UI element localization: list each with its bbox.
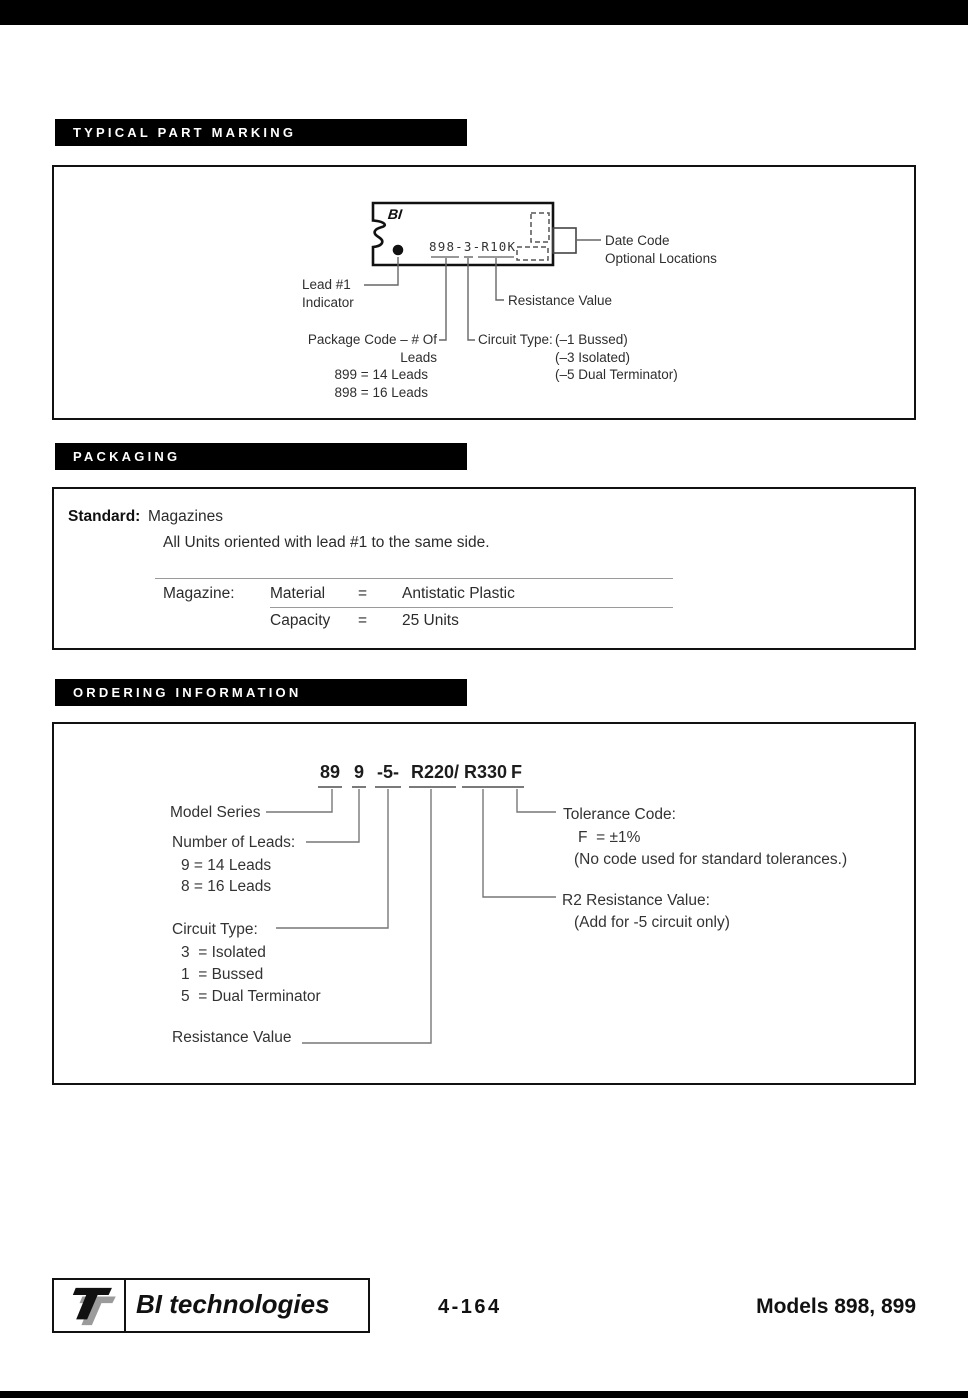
models-label: Models 898, 899 [756,1295,916,1318]
circuit-type-opt2: (–3 Isolated) [555,349,631,365]
chip-brand-logo: BI [387,206,403,222]
page-number: 4-164 [438,1296,502,1318]
chip-marking-text: 898-3-R10K [429,239,517,254]
code-slash: / [454,762,460,782]
brand-name: BI technologies [136,1289,330,1319]
r2-line1: (Add for -5 circuit only) [574,914,730,931]
tolerance-line1: F = ±1% [578,829,641,846]
logo-divider [124,1280,126,1331]
code-r2-value: R330 [462,762,509,788]
tt-logo-icon [60,1285,120,1327]
code-model-series: 89 [318,762,342,788]
package-code-title: Package Code – # Of Leads [307,332,437,365]
circuit-type-title: Circuit Type: [172,921,258,938]
model-series-label: Model Series [170,804,261,821]
orientation-note: All Units oriented with lead #1 to the same side. [163,534,490,551]
package-code-opt1: 899 = 14 Leads [334,367,428,382]
row-material-name: Material [270,585,326,602]
leader-r2-value [483,789,556,897]
leader-resistance-value [302,789,431,1043]
r2-title: R2 Resistance Value: [562,892,710,909]
code-leads: 9 [352,762,366,788]
circuit-type-label: Circuit Type: [478,332,553,347]
row-capacity-value: 25 Units [402,612,459,629]
leader-model-series [266,789,332,812]
date-code-label-line1: Date Code [605,233,670,248]
circuit-opt3: 5 = Dual Terminator [181,988,321,1005]
row-material-value: Antistatic Plastic [402,585,515,602]
brand-logo-box [52,1278,370,1333]
code-circuit: -5- [375,762,401,788]
leads-opt2: 8 = 16 Leads [181,878,272,895]
standard-label: Standard: [68,508,141,525]
code-tolerance: F [509,762,524,788]
package-code-opt2: 898 = 16 Leads [334,384,428,400]
circuit-opt1: 3 = Isolated [181,944,266,961]
tolerance-title: Tolerance Code: [563,806,676,823]
section-header-packaging: PACKAGING [55,443,467,470]
resistance-value-ordering-label: Resistance Value [172,1029,292,1046]
section-header-ordering: ORDERING INFORMATION [55,679,467,706]
leads-opt1: 9 = 14 Leads [181,857,272,874]
circuit-type-opt3: (–5 Dual Terminator) [555,367,678,382]
circuit-opt2: 1 = Bussed [181,966,264,983]
circuit-type-opt1: (–1 Bussed) [555,332,628,347]
section-header-part-marking: TYPICAL PART MARKING [55,119,467,146]
row-capacity-eq: = [358,612,368,629]
magazine-label: Magazine: [163,585,235,602]
number-of-leads-title: Number of Leads: [172,834,296,851]
lead1-label-line1: Lead #1 [302,277,351,292]
resistance-value-label: Resistance Value [508,293,613,308]
tolerance-line2: (No code used for standard tolerances.) [574,851,848,868]
code-r1-value: R220 [409,762,456,788]
standard-value: Magazines [148,508,223,525]
lead1-label-line2: Indicator [302,294,354,310]
leader-tolerance [517,789,556,812]
date-code-label-line2: Optional Locations [605,250,717,266]
row-capacity-name: Capacity [270,612,331,629]
row-material-eq: = [358,585,368,602]
